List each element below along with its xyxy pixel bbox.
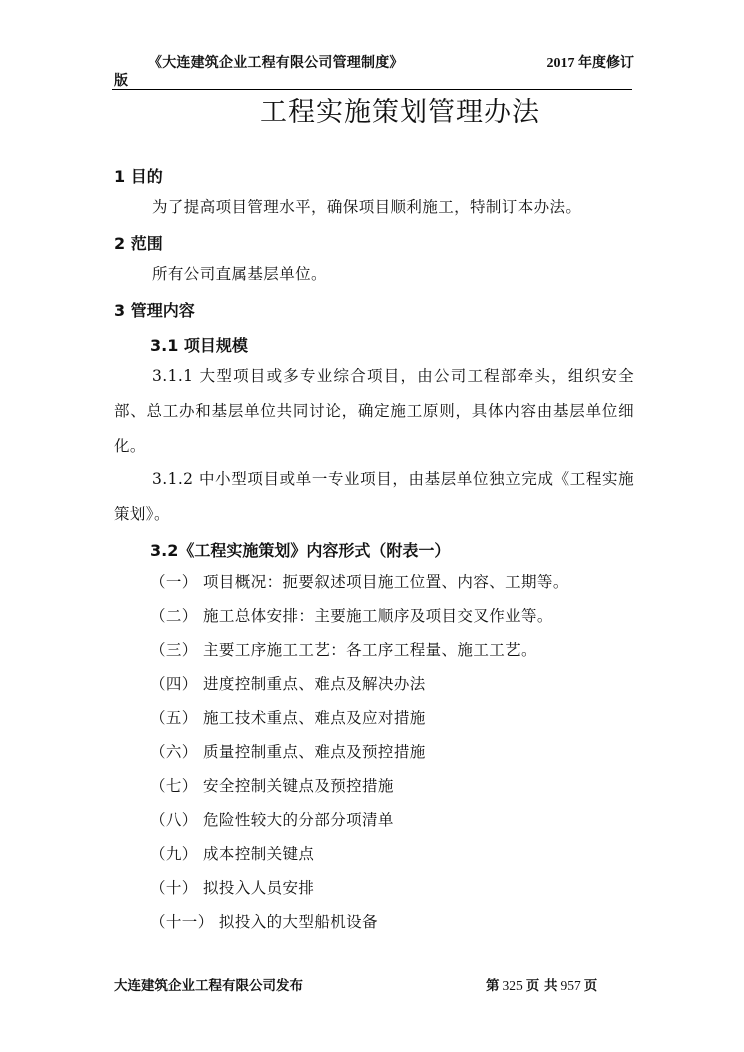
footer-publisher: 大连建筑企业工程有限公司发布 xyxy=(114,978,303,994)
content-items-list xyxy=(150,565,569,939)
section-2-heading: 2 范围 xyxy=(114,234,163,253)
footer-page-total: 957 xyxy=(560,978,581,993)
section-3-1-1-paragraph: 3.1.1 大型项目或多专业综合项目，由公司工程部牵头，组织安全部、总工办和基层单位共同讨论，确定施工原则，具体内容由基层单位细化。 xyxy=(114,367,634,455)
section-3-1-heading: 3.1 项目规模 xyxy=(150,336,248,355)
footer-page-number: 325 xyxy=(502,978,523,993)
list-item: （三） 主要工序施工工艺：各工序工程量、施工工艺。 xyxy=(150,641,537,659)
header-revision-wrap: 版 xyxy=(114,74,128,89)
list-item: （七） 安全控制关键点及预控措施 xyxy=(150,777,394,795)
footer-page-info xyxy=(486,974,597,994)
list-item: （八） 危险性较大的分部分项清单 xyxy=(150,811,394,829)
section-3-1-2-paragraph: 3.1.2 中小型项目或单一专业项目，由基层单位独立完成《工程实施策划》。 xyxy=(114,470,634,523)
list-item: （九） 成本控制关键点 xyxy=(150,845,315,863)
list-item: （二） 施工总体安排：主要施工顺序及项目交叉作业等。 xyxy=(150,607,553,625)
section-1-body: 为了提高项目管理水平，确保项目顺利施工，特制订本办法。 xyxy=(152,198,582,216)
section-3-2-heading: 3.2《工程实施策划》内容形式（附表一） xyxy=(150,541,451,560)
section-1-heading: 1 目的 xyxy=(114,167,163,186)
footer-page-suffix: 页 xyxy=(583,978,598,994)
section-3-heading: 3 管理内容 xyxy=(114,301,195,320)
footer-page-prefix: 第 xyxy=(486,978,500,994)
list-item: （四） 进度控制重点、难点及解决办法 xyxy=(150,675,426,693)
header-document-name: 《大连建筑企业工程有限公司管理制度》 xyxy=(148,56,404,71)
footer-page-mid: 页 共 xyxy=(525,978,558,994)
list-item: （六） 质量控制重点、难点及预控措施 xyxy=(150,743,426,761)
list-item: （十） 拟投入人员安排 xyxy=(150,879,315,897)
document-title: 工程实施策划管理办法 xyxy=(260,97,540,128)
list-item: （十一） 拟投入的大型船机设备 xyxy=(150,913,378,931)
list-item: （一） 项目概况：扼要叙述项目施工位置、内容、工期等。 xyxy=(150,573,569,591)
list-item: （五） 施工技术重点、难点及应对措施 xyxy=(150,709,426,727)
section-2-body: 所有公司直属基层单位。 xyxy=(152,265,327,283)
header-revision: 2017 年度修订 xyxy=(546,56,634,71)
